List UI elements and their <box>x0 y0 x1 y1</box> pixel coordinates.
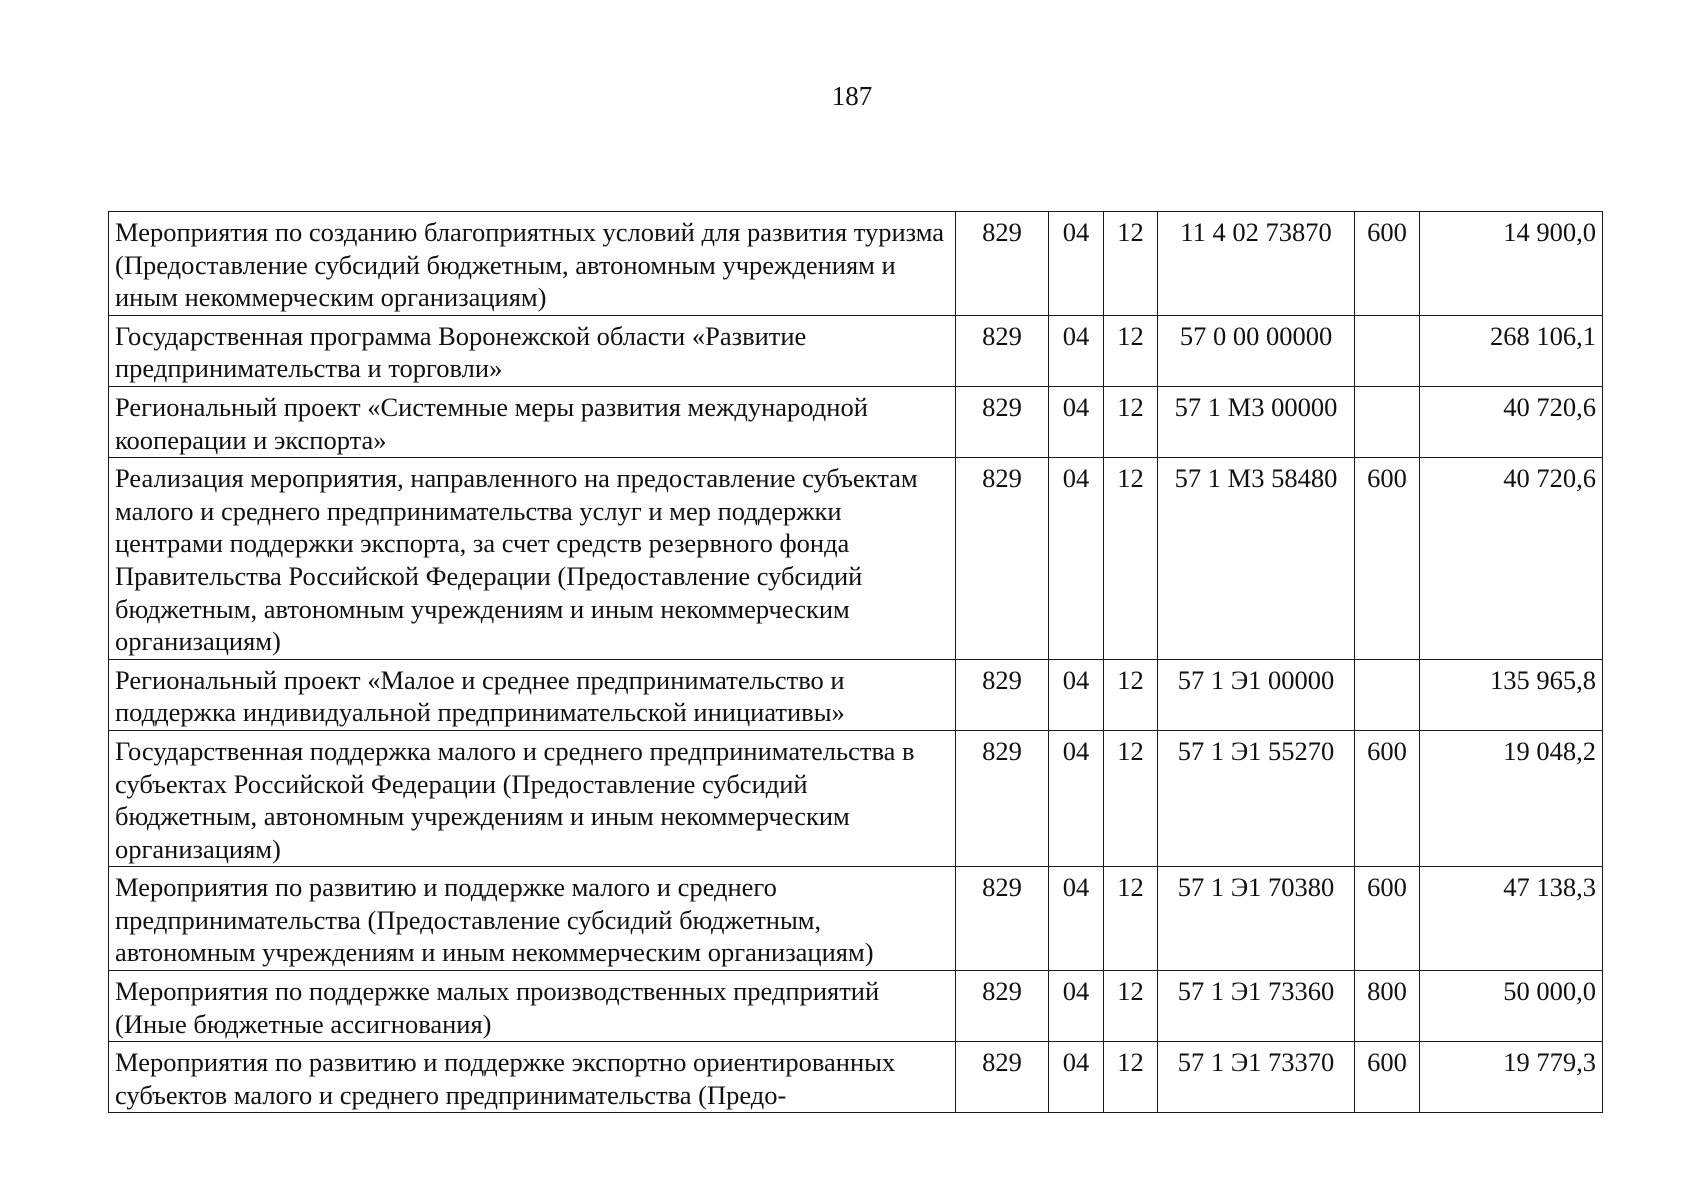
ministry-code-cell: 829 <box>956 659 1049 730</box>
sum-cell: 135 965,8 <box>1420 659 1603 730</box>
table-row <box>109 971 1603 1042</box>
subsection-code-cell: 12 <box>1104 458 1158 660</box>
ministry-code-cell: 829 <box>956 867 1049 971</box>
ministry-code-cell: 829 <box>956 1042 1049 1113</box>
sum-cell: 50 000,0 <box>1420 971 1603 1042</box>
section-code-cell: 04 <box>1049 730 1104 866</box>
page-number: 187 <box>831 81 873 111</box>
table-row <box>109 458 1603 660</box>
budget-table <box>108 211 1603 1113</box>
expense-type-cell: 600 <box>1355 730 1420 866</box>
section-code-cell: 04 <box>1049 971 1104 1042</box>
ministry-code-cell: 829 <box>956 971 1049 1042</box>
expense-type-cell: 600 <box>1355 867 1420 971</box>
sum-cell: 40 720,6 <box>1420 458 1603 660</box>
expense-type-cell <box>1355 386 1420 457</box>
expense-type-cell: 600 <box>1355 458 1420 660</box>
ministry-code-cell: 829 <box>956 386 1049 457</box>
row-name-cell: Государственная программа Воронежской области «Развитие предпринимательства и торговли» <box>109 315 956 386</box>
table-row <box>109 212 1603 316</box>
subsection-code-cell: 12 <box>1104 659 1158 730</box>
expense-type-cell <box>1355 659 1420 730</box>
target-article-cell: 57 1 Э1 55270 <box>1158 730 1355 866</box>
subsection-code-cell: 12 <box>1104 315 1158 386</box>
subsection-code-cell: 12 <box>1104 386 1158 457</box>
ministry-code-cell: 829 <box>956 458 1049 660</box>
row-name-cell: Реализация мероприятия, направленного на предоставление субъектам малого и среднего предпринимательства услуг и мер поддержки центрами поддержки экспорта, за счет средств резервного фонда Правительства Российской Федерации (Предоставление субсидий бюджетным, автономным учреждениям и иным некоммерческим организациям) <box>109 458 956 660</box>
target-article-cell: 11 4 02 73870 <box>1158 212 1355 316</box>
target-article-cell: 57 1 М3 58480 <box>1158 458 1355 660</box>
section-code-cell: 04 <box>1049 1042 1104 1113</box>
row-name-cell: Региональный проект «Малое и среднее предпринимательство и поддержка индивидуальной предпринимательской инициативы» <box>109 659 956 730</box>
target-article-cell: 57 0 00 00000 <box>1158 315 1355 386</box>
target-article-cell: 57 1 Э1 70380 <box>1158 867 1355 971</box>
subsection-code-cell: 12 <box>1104 730 1158 866</box>
section-code-cell: 04 <box>1049 212 1104 316</box>
subsection-code-cell: 12 <box>1104 867 1158 971</box>
table-row <box>109 386 1603 457</box>
ministry-code-cell: 829 <box>956 315 1049 386</box>
table-row <box>109 730 1603 866</box>
expense-type-cell <box>1355 315 1420 386</box>
row-name-cell: Мероприятия по развитию и поддержке малого и среднего предпринимательства (Предоставление субсидий бюджетным, автономным учреждениям и иным некоммерческим организациям) <box>109 867 956 971</box>
row-name-cell: Мероприятия по поддержке малых производственных предприятий (Иные бюджетные ассигнования) <box>109 971 956 1042</box>
table-row <box>109 659 1603 730</box>
row-name-cell: Региональный проект «Системные меры развития международной кооперации и экспорта» <box>109 386 956 457</box>
ministry-code-cell: 829 <box>956 730 1049 866</box>
sum-cell: 47 138,3 <box>1420 867 1603 971</box>
section-code-cell: 04 <box>1049 867 1104 971</box>
sum-cell: 268 106,1 <box>1420 315 1603 386</box>
subsection-code-cell: 12 <box>1104 971 1158 1042</box>
row-name-cell: Мероприятия по развитию и поддержке экспортно ориентированных субъектов малого и среднего предпринимательства (Предо- <box>109 1042 956 1113</box>
target-article-cell: 57 1 М3 00000 <box>1158 386 1355 457</box>
sum-cell: 14 900,0 <box>1420 212 1603 316</box>
table-row <box>109 315 1603 386</box>
section-code-cell: 04 <box>1049 458 1104 660</box>
section-code-cell: 04 <box>1049 386 1104 457</box>
ministry-code-cell: 829 <box>956 212 1049 316</box>
subsection-code-cell: 12 <box>1104 212 1158 316</box>
table-row <box>109 1042 1603 1113</box>
target-article-cell: 57 1 Э1 73370 <box>1158 1042 1355 1113</box>
target-article-cell: 57 1 Э1 00000 <box>1158 659 1355 730</box>
expense-type-cell: 600 <box>1355 212 1420 316</box>
subsection-code-cell: 12 <box>1104 1042 1158 1113</box>
target-article-cell: 57 1 Э1 73360 <box>1158 971 1355 1042</box>
row-name-cell: Государственная поддержка малого и среднего предпринимательства в субъектах Российской Федерации (Предоставление субсидий бюджетным, автономным учреждениям и иным некоммерческим организациям) <box>109 730 956 866</box>
section-code-cell: 04 <box>1049 659 1104 730</box>
sum-cell: 40 720,6 <box>1420 386 1603 457</box>
expense-type-cell: 600 <box>1355 1042 1420 1113</box>
row-name-cell: Мероприятия по созданию благоприятных условий для развития туризма (Предоставление субсидий бюджетным, автономным учреждениям и иным некоммерческим организациям) <box>109 212 956 316</box>
sum-cell: 19 048,2 <box>1420 730 1603 866</box>
expense-type-cell: 800 <box>1355 971 1420 1042</box>
sum-cell: 19 779,3 <box>1420 1042 1603 1113</box>
section-code-cell: 04 <box>1049 315 1104 386</box>
table-row <box>109 867 1603 971</box>
